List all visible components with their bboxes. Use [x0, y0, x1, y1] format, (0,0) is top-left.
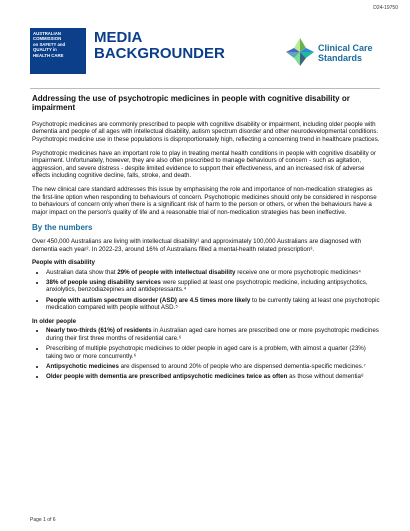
clinical-care-standards-logo [284, 36, 380, 72]
list-item: • Nearly two-thirds (61%) of residents in Australian aged care homes are prescribed one or more psychotropic medicines during their first three months of residential care.⁶ [46, 327, 380, 342]
header-divider [30, 88, 380, 89]
list-item: • 38% of people using disability services were supplied at least one psychotropic medicine, including antipsychotics, anxiolytics, benzodiazepines and antidepressants.⁴ [46, 279, 380, 294]
ccs-wordmark [318, 43, 373, 63]
list-item: • Prescribing of multiple psychotropic medicines to older people in aged care is a problem, with almost a quarter (23%) taking two or more concurrently.⁶ [46, 345, 380, 360]
document-id: D24-19750 [373, 5, 398, 11]
logo-line: QUALITY in [33, 47, 57, 53]
logo-line: HEALTH CARE [33, 52, 64, 58]
intro-paragraph: Psychotropic medicines have an important role to play in treating mental health conditions in people with cognitive disability or impairment. Unfortunately, however, they are also often prescribed to manage behaviours of concern - such as agitation, aggression, and severe distress - despite limited evidence to support their effectiveness, and an increased risk of adverse effects including cognitive decline, falls, stroke, and death. [32, 149, 376, 180]
media-backgrounder-title [94, 30, 225, 62]
list-item: • Australian data show that 29% of people with intellectual disability receive one or more psychotropic medicines⁴ [46, 269, 380, 277]
list-item: • People with autism spectrum disorder (ASD) are 4.5 times more likely to be currently taking at least one psychotropic medication compared with people without ASD.⁵ [46, 297, 380, 312]
media-line: MEDIA [94, 29, 143, 46]
numbers-paragraph: Over 450,000 Australians are living with intellectual disability¹ and approximately 100,000 Australians are diagnosed with dementia each year². In 2022-23, around 16% of Australians filled a mental-health related prescription³. [32, 237, 362, 253]
list-item: • Antipsychotic medicines are dispensed to around 20% of people who are dispensed dementia-specific medicines.⁷ [46, 363, 380, 371]
page-number: Page 1 of 6 [30, 517, 56, 523]
page-header [30, 28, 390, 78]
older-people-list [32, 327, 380, 380]
disability-list [32, 269, 380, 312]
logo-line: on SAFETY and [33, 41, 66, 47]
logo-line: AUSTRALIAN [33, 31, 61, 36]
intro-paragraph: Psychotropic medicines are commonly prescribed to people with cognitive disability or impairment, including older people with dementia and people of all ages with intellectual disability, autism spectrum disorder and other neurodevelopmental conditions. Psychotropic medicine use in these populations is disproportionately high, reflecting a concerning trend in healthcare practices. [32, 120, 380, 143]
ccs-line: Standards [318, 53, 363, 63]
acsqhc-logo [30, 28, 86, 74]
ccs-line: Clinical Care [318, 43, 373, 53]
ccs-leaf-icon [284, 36, 316, 68]
subheading-disability: People with disability [32, 259, 95, 267]
list-item: • Older people with dementia are prescribed antipsychotic medicines twice as often as those without dementia⁸ [46, 373, 380, 381]
subheading-older-people: In older people [32, 317, 77, 325]
section-heading: By the numbers [32, 223, 93, 233]
document-body [32, 94, 380, 384]
intro-paragraph: The new clinical care standard addresses this issue by emphasising the role and importance of non-medication strategies as the first-line option when responding to behaviours of concern. Psychotropic medicines should only be considered in response to behaviours of concern only when there is a significant risk of harm to the person or others, or when the behaviours have a major impact on the person's quality of life and a reasonable trial of non-medication strategies has been ineffective. [32, 185, 377, 216]
logo-line: COMMISSION [33, 36, 62, 42]
backgrounder-line: BACKGROUNDER [94, 45, 225, 62]
document-title: Addressing the use of psychotropic medicines in people with cognitive disability or impairment [32, 94, 350, 113]
